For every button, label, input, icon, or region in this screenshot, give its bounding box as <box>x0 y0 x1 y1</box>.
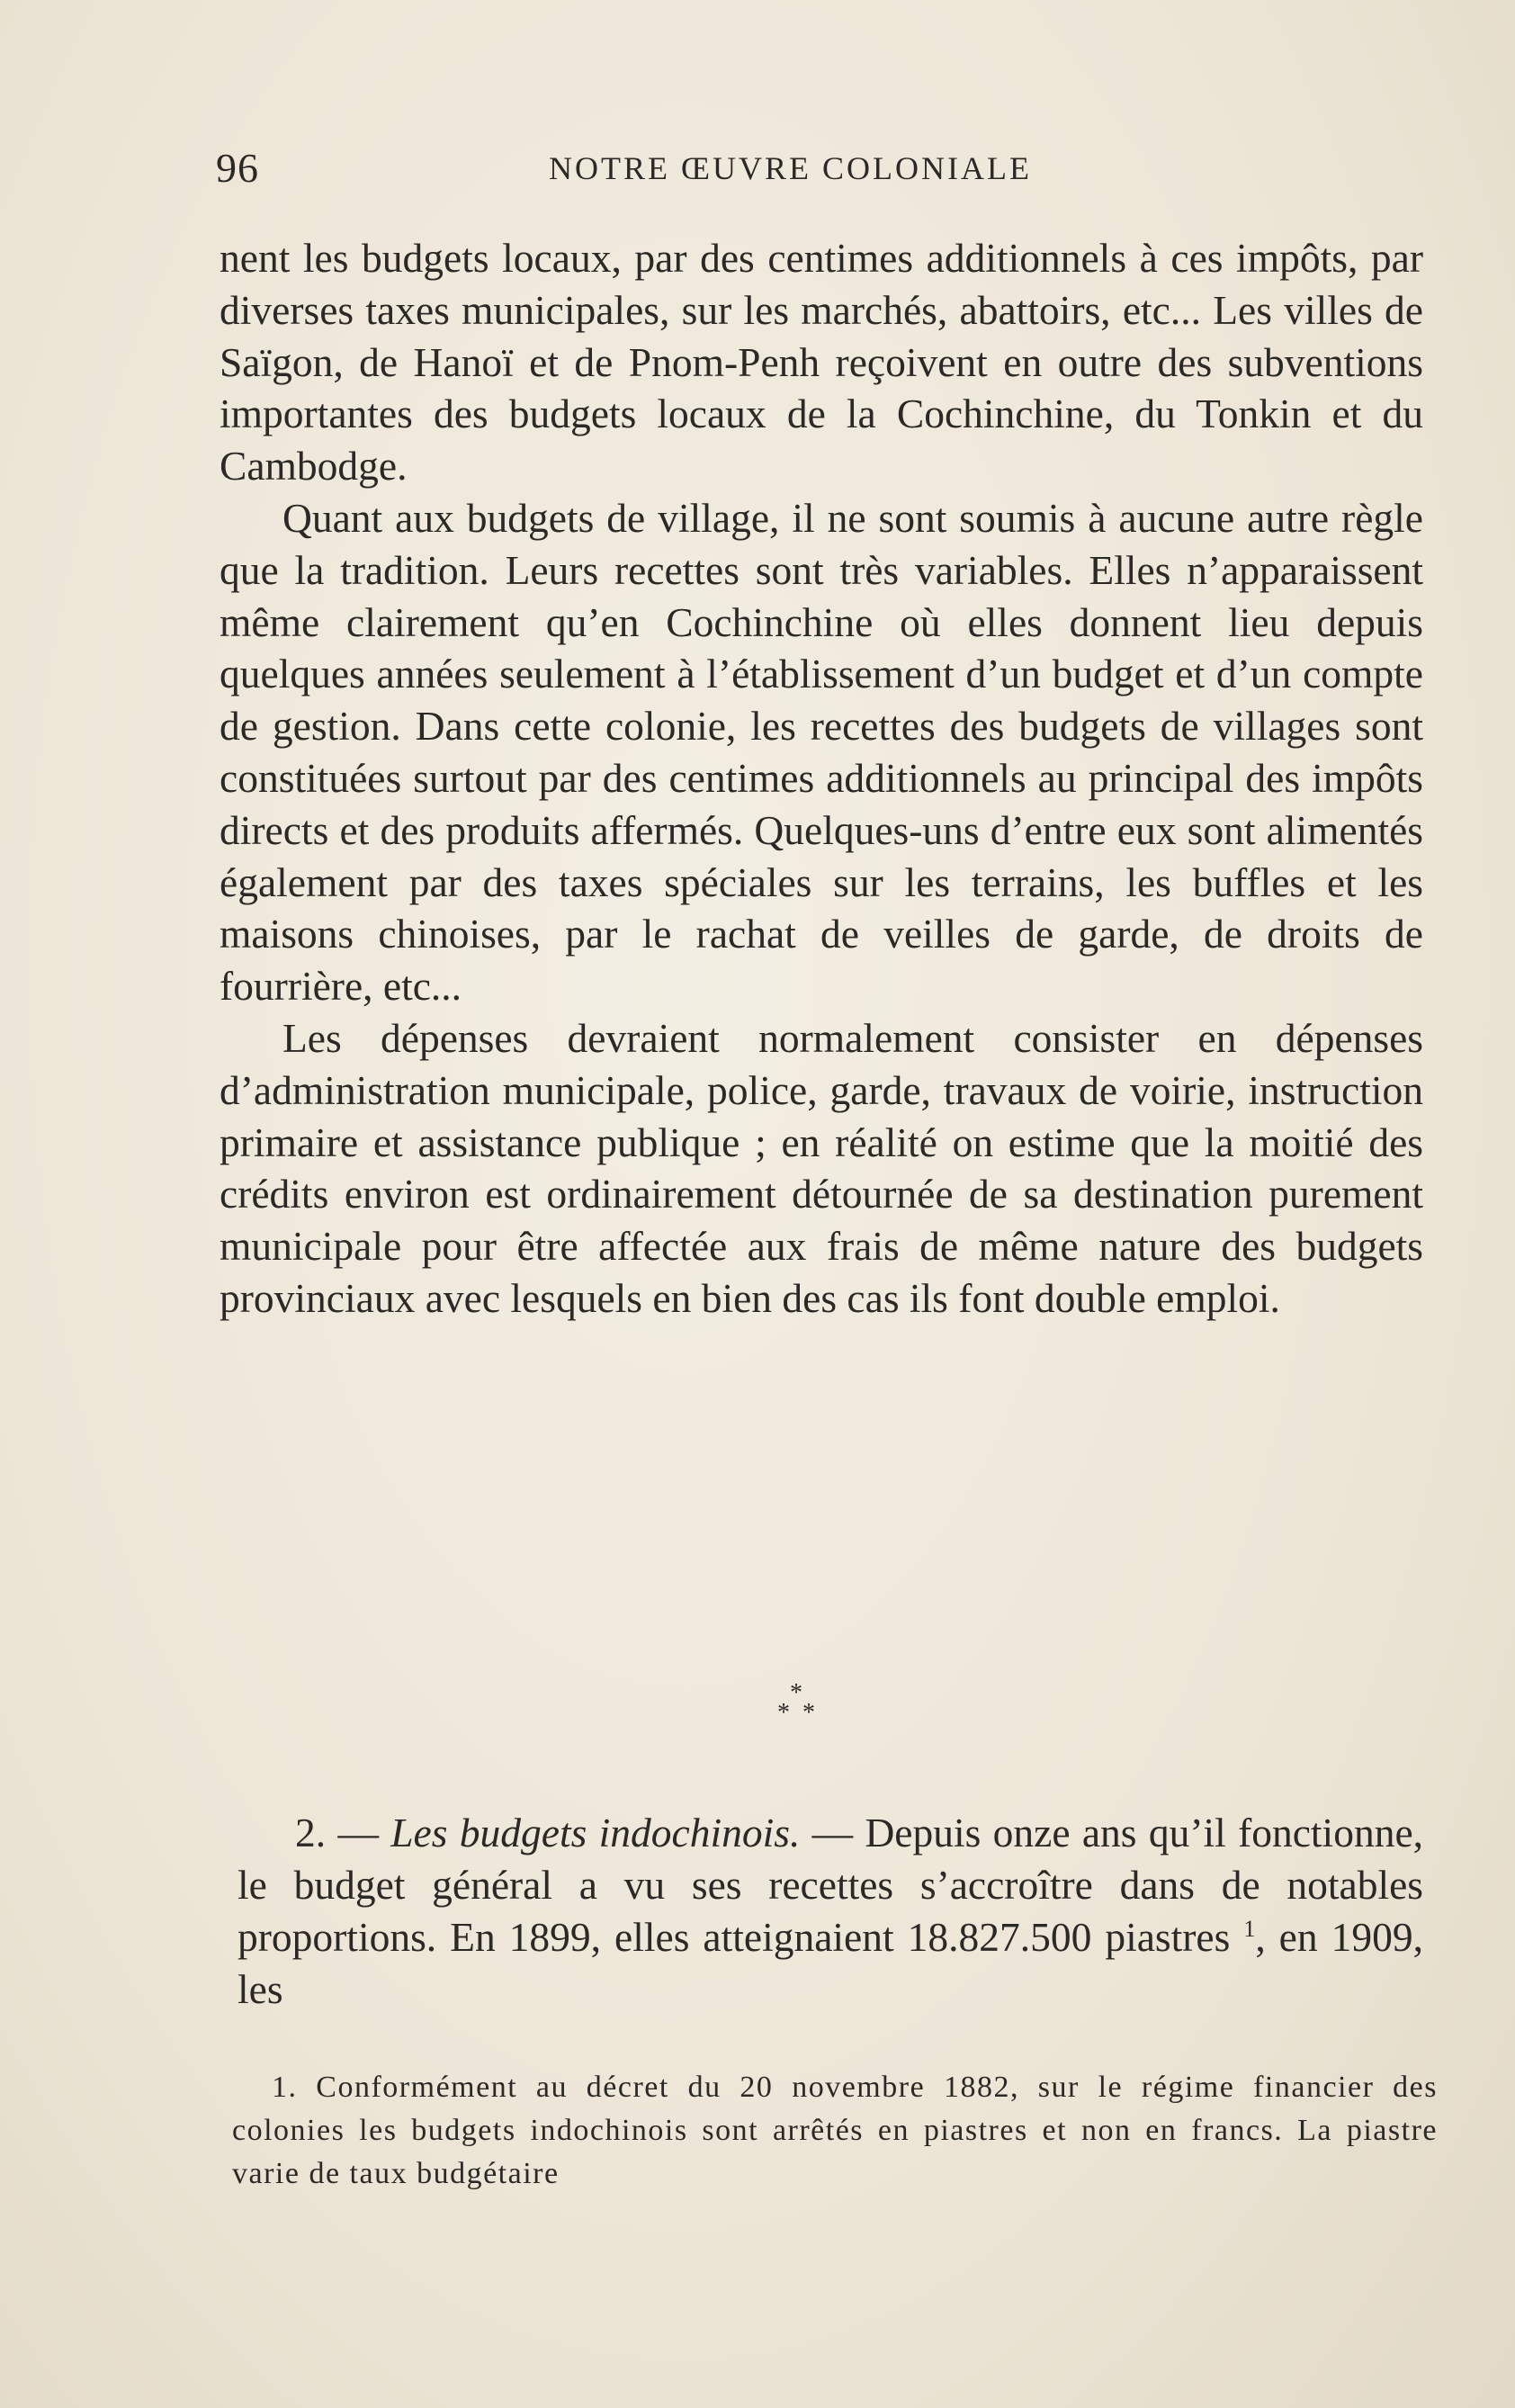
paragraph-expenses: Les dépenses devraient normalement consister en dépenses d’administration municipale, police, garde, travaux de voirie, instruction primaire et assistance publique ; en réalité on estime que la moitié des crédits environ est ordinairement détournée de sa destination purement municipale pour être affectée aux frais de même nature des budgets provinciaux avec lesquels en bien des cas ils font double emploi. <box>220 1014 1423 1321</box>
section-text: — Depuis onze ans qu’il fonctionne, le budget général a vu ses recettes s’accroître dans de notables proportions. En 1899, elles atteignaient 18.827.500 piastres <box>238 1809 1424 1960</box>
footnote-number: 1. <box>272 2071 298 2104</box>
asterism-star-top: * <box>790 1679 802 1707</box>
asterism-star-right: * <box>802 1699 815 1727</box>
section-text-end: , en 1909, les <box>238 1913 1423 2012</box>
main-text <box>220 232 1423 1325</box>
footnote <box>232 2066 1438 2196</box>
running-title: NOTRE ŒUVRE COLONIALE <box>549 150 1032 186</box>
paragraph-continued: nent les budgets locaux, par des centimes additionnels à ces impôts, par diverses taxes municipales, sur les marchés, abattoirs, etc... Les villes de Saïgon, de Hanoï et de Pnom-Penh reçoivent en outre des subventions importantes des budgets locaux de la Cochinchine, du Tonkin et du Cambodge. <box>220 235 1423 490</box>
page-number: 96 <box>216 145 259 191</box>
page-header <box>216 144 1421 198</box>
section-number: 2. <box>295 1809 327 1855</box>
section-title: Les budgets indochinois. <box>390 1809 801 1855</box>
section-dash: — <box>337 1809 379 1855</box>
footnote-reference: 1 <box>1243 1915 1256 1942</box>
asterism-separator <box>774 1681 828 1735</box>
asterism-star-left: * <box>777 1699 790 1727</box>
footnote-text: Conformément au décret du 20 novembre 1882, sur le régime financier des colonies les budgets indochinois sont arrêtés en piastres et non en francs. La piastre varie de taux budgétaire <box>232 2071 1439 2190</box>
section-2-paragraph <box>238 1807 1423 2016</box>
paragraph-village-budgets: Quant aux budgets de village, il ne sont soumis à aucune autre règle que la tradition. Leurs recettes sont très variables. Elles n’apparaissent même clairement qu’en Cochinchine où elles donnent lieu depuis quelques années seulement à l’établissement d’un budget et d’un compte de gestion. Dans cette colonie, les recettes des budgets de villages sont constituées surtout par des centimes additionnels au principal des impôts directs et des produits affermés. Quelques-uns d’entre eux sont alimentés également par des taxes spéciales sur les terrains, les buffles et les maisons chinoises, par le rachat de veilles de garde, de droits de fourrière, etc... <box>220 494 1423 1010</box>
